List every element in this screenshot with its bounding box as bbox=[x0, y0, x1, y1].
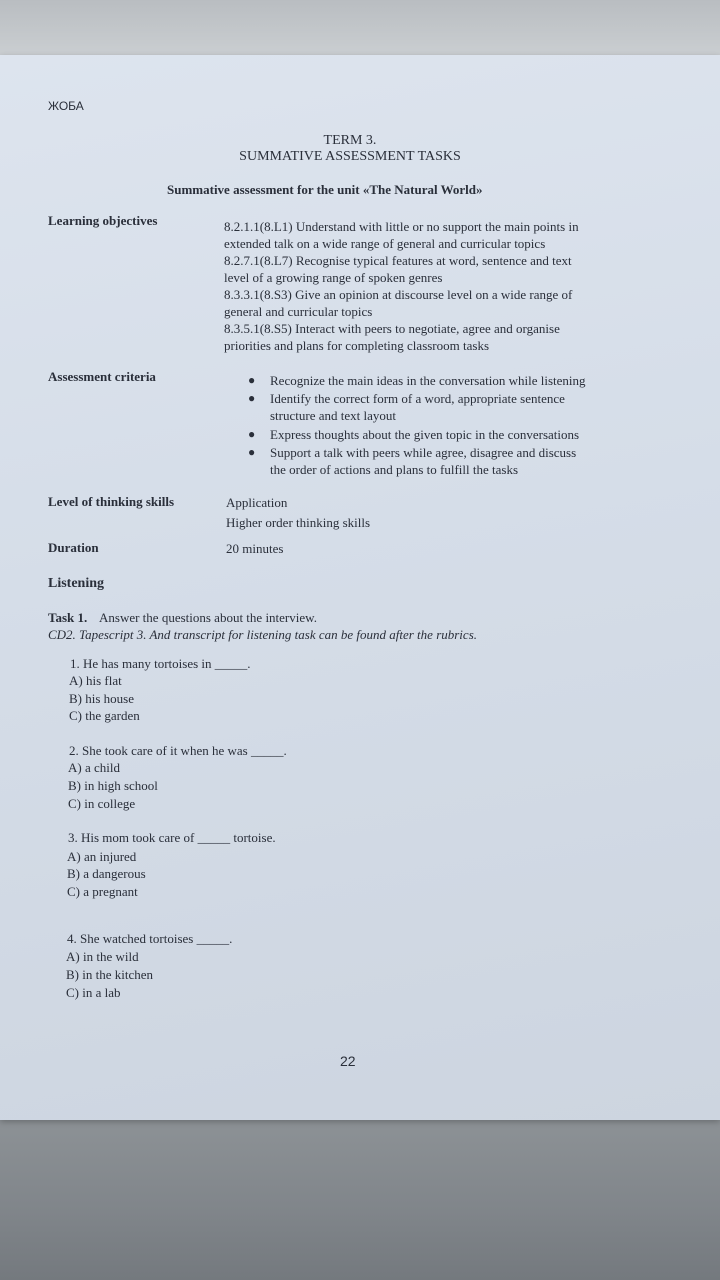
objective-line: 8.2.1.1(8.L1) Understand with little or no support the main points in bbox=[224, 219, 579, 234]
question-option: B) a dangerous bbox=[67, 866, 146, 881]
duration-value: 20 minutes bbox=[226, 541, 284, 556]
question-option: C) the garden bbox=[69, 708, 140, 723]
criteria-line: Express thoughts about the given topic in the conversations bbox=[270, 427, 580, 442]
task-note: CD2. Tapescript 3. And transcript for listening task can be found after the rubrics. bbox=[48, 627, 477, 642]
bullet-icon: ● bbox=[248, 445, 256, 459]
objective-line: priorities and plans for completing classroom tasks bbox=[224, 338, 490, 353]
criteria-line: the order of actions and plans to fulfill the tasks bbox=[270, 462, 519, 477]
thinking-skill-value: Application bbox=[226, 495, 288, 510]
question-option: A) an injured bbox=[67, 849, 137, 864]
question-option: C) in a lab bbox=[66, 985, 121, 1000]
question-option: A) a child bbox=[68, 760, 120, 775]
question-stem: 2. She took care of it when he was _____. bbox=[69, 743, 287, 758]
page-title: SUMMATIVE ASSESSMENT TASKS bbox=[239, 149, 461, 164]
assessment-criteria-label: Assessment criteria bbox=[48, 369, 156, 384]
task-instruction: Answer the questions about the interview. bbox=[99, 610, 317, 625]
question-option: B) in the kitchen bbox=[66, 967, 154, 982]
org-label: ЖОБА bbox=[48, 99, 84, 113]
page-number: 22 bbox=[340, 1053, 356, 1069]
objective-line: 8.3.5.1(8.S5) Interact with peers to negotiate, agree and organise bbox=[224, 321, 560, 336]
question-stem: 4. She watched tortoises _____. bbox=[67, 931, 233, 946]
bullet-icon: ● bbox=[248, 391, 256, 405]
unit-subtitle: Summative assessment for the unit «The Natural World» bbox=[167, 182, 483, 197]
question-option: C) a pregnant bbox=[67, 884, 138, 899]
learning-objectives-label: Learning objectives bbox=[48, 213, 158, 228]
criteria-line: Recognize the main ideas in the conversation while listening bbox=[270, 373, 586, 388]
objective-line: extended talk on a wide range of general and curricular topics bbox=[224, 236, 546, 251]
question-option: B) his house bbox=[69, 691, 134, 706]
question-option: B) in high school bbox=[68, 778, 158, 793]
bullet-icon: ● bbox=[248, 427, 256, 441]
criteria-line: Identify the correct form of a word, appropriate sentence bbox=[270, 391, 565, 406]
thinking-skill-value: Higher order thinking skills bbox=[226, 515, 371, 530]
duration-label: Duration bbox=[48, 540, 99, 555]
thinking-skills-label: Level of thinking skills bbox=[48, 494, 175, 509]
criteria-line: Support a talk with peers while agree, disagree and discuss bbox=[270, 445, 577, 460]
criteria-line: structure and text layout bbox=[270, 408, 396, 423]
question-option: A) in the wild bbox=[66, 949, 139, 964]
task-label: Task 1. bbox=[48, 610, 88, 625]
objective-line: 8.3.3.1(8.S3) Give an opinion at discourse level on a wide range of bbox=[224, 287, 573, 302]
term-title: TERM 3. bbox=[323, 133, 377, 148]
objective-line: 8.2.7.1(8.L7) Recognise typical features at word, sentence and text bbox=[224, 253, 572, 268]
question-option: C) in college bbox=[68, 796, 136, 811]
section-heading: Listening bbox=[48, 576, 105, 591]
background-bottom bbox=[0, 1110, 720, 1280]
question-option: A) his flat bbox=[69, 673, 122, 688]
question-stem: 3. His mom took care of _____ tortoise. bbox=[68, 830, 276, 845]
objective-line: level of a growing range of spoken genres bbox=[224, 270, 443, 285]
objective-line: general and curricular topics bbox=[224, 304, 373, 319]
question-stem: 1. He has many tortoises in _____. bbox=[70, 656, 251, 671]
bullet-icon: ● bbox=[248, 373, 256, 387]
